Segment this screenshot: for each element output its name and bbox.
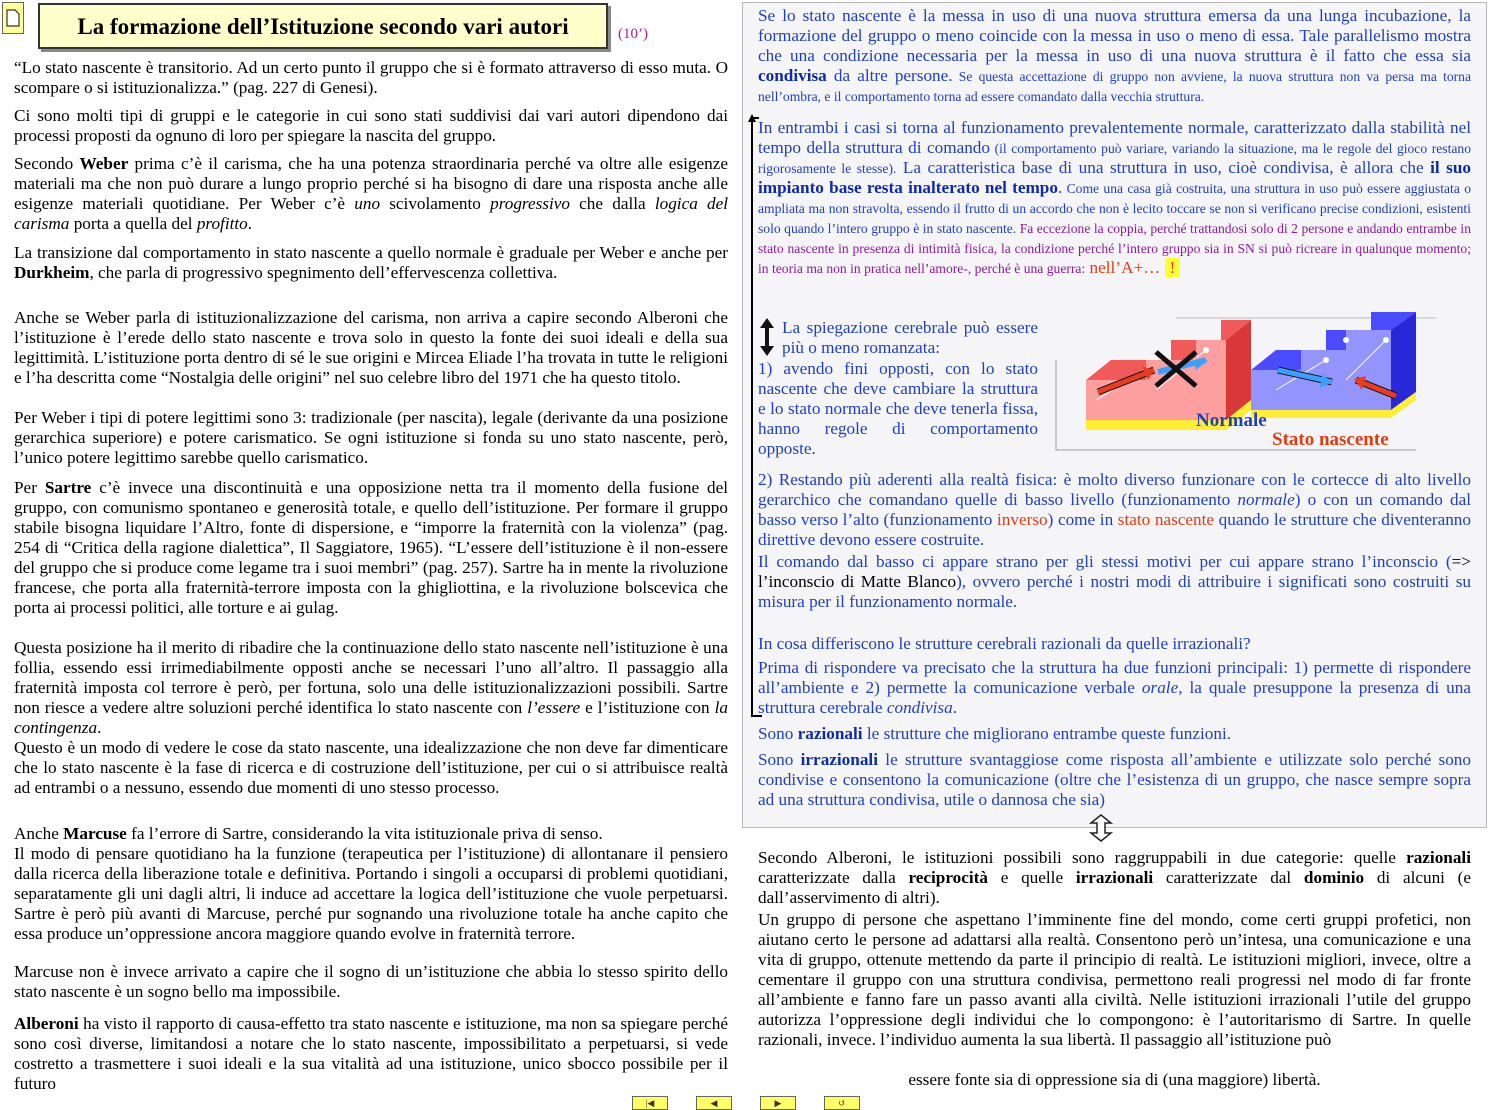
left-paragraph-5: Anche se Weber parla di istituzionalizzazione del carisma, non arriva a capire secondo Alberoni che l’istituzione è l’erede dello stato nascente e trova solo in questo la fonte dei suoi ideali e della sua legittimità. L’istituzione porta dentro di sé le sue origini e Mircea Eliade l’ha trovata in tutte le religioni e l’ha descritta come “Nostalgia delle origini” nel suo celebre libro del 1971 che ha questo titolo. [14,308,728,387]
left-paragraph-8: Questa posizione ha il merito di ribadire che la continuazione dello stato nascente nell’istituzione è una follia, essendo essi irrimediabilmente opposti anche se necessari l’uno all’altro. Il passaggio alla fraternità imposta col terrore è però, per fortuna, solo una delle istituzionalizzazioni possibili. Sartre non riesce a vedere altre soluzioni perché identifica lo stato nascente con l’essere e l’istituzione con la contingenza. [14,638,728,737]
left-paragraph-alberoni: Alberoni ha visto il rapporto di causa-effetto tra stato nascente e istituzione, ma non sa spiegare perché sono così diverse, limitandosi a notare che lo stato nascente, impossibilitato a perpetuarsi, si vede costretto a trasmettere i suoi ideali e la sua vitalità ad una istituzione, unico sbocco possibile per il futuro [14,1014,728,1093]
warning-badge: ! [1165,258,1181,277]
left-paragraph-12: Marcuse non è invece arrivato a capire che il sogno di un’istituzione che abbia lo stesso spirito dello stato nascente è un sogno bello ma impossibile. [14,962,728,1001]
nav-bar [632,1096,860,1110]
left-paragraph-weber: Secondo Weber prima c’è il carisma, che ha una potenza straordinaria perché va oltre alle esigenze materiali ma che non può durare a lungo proprio perché si ha bisogno di dare una risposta anche alle esigenze materiali quotidiane. Per Weber c’è uno scivolamento progressivo che dalla logica del carisma porta a quella del profitto. [14,154,728,233]
panel-text-3: La spiegazione cerebrale può essere più o meno romanzata: [782,318,1038,357]
left-paragraph-9: Questo è un modo di vedere le cose da stato nascente, una idealizzazione che non deve far dimenticare che lo stato nascente è la fase di ricerca e di costruzione dell’istituzione, per cui o si attribuisce realtà ad entrambi o a nessuno, essendo due momenti di uno stesso processo. [14,738,728,797]
left-paragraph-11: Il modo di pensare quotidiano ha la funzione (terapeutica per l’istituzione) di allontanare il pensiero dalla ricerca della liberazione totale e definitiva. Portando i singoli a occuparsi di problemi quotidiani, separatamente gli uni dagli altri, li induce ad accettare la logica dell’istituzione che vuole perpetuarsi. Sartre è però più avanti di Marcuse, perché pur sognando una rivoluzione totale ha anche capito che essa produce un’oppressione ancora maggiore quando evolve in fraternità terrore. [14,844,728,943]
double-arrow-icon [1087,814,1115,842]
panel-question: In cosa differiscono le strutture cerebrali razionali da quelle irrazionali? [758,634,1251,653]
left-paragraph-6: Per Weber i tipi di potere legittimi sono 3: tradizionale (per nascita), legale (derivante da una posizione gerarchica superiore) e potere carismatico. Se ogni istituzione si fonda su uno stato nascente, però, l’unico potere legittimo sarebbe quello carismatico. [14,408,728,467]
prev-icon[interactable]: ◀ [696,1096,732,1110]
next-icon[interactable]: ▶ [760,1096,796,1110]
panel-text-1: Se lo stato nascente è la messa in uso di una nuova struttura emersa da una lunga incubazione, la formazione del gruppo o meno coincide con la messa in uso o meno di essa. Tale parallelismo mostra che una condizione necessaria per la messa in uso di una nuova struttura è il fatto che essa sia condivisa da altre persone. Se questa accettazione di gruppo non avviene, la nuova struttura non va persa ma torna nell’ombra, e il comportamento torna ad essere comandato dalla vecchia struttura. [758,6,1471,104]
panel-text-5: Il comando dal basso ci appare strano per gli stessi motivi per cui appare strano l’inconscio (=> l’inconscio di Matte Blanco), ovvero perché i nostri modi di attribuire i significati sono costruiti su misura per il funzionamento normale. [758,552,1471,611]
left-paragraph-sartre: Per Sartre c’è invece una discontinuità e una opposizione netta tra il momento della fusione del gruppo, con comunismo spontaneo e generosità totale, e quello dell’istituzione. Per formare il gruppo stabile bisogna liquidare l’Altro, fonte di dispersione, e “imporre la fraternità con la violenza” (pag. 254 di “Critica della ragione dialettica”, Il Saggiatore, 1965). “L’essere dell’istituzione è il non-essere del gruppo che si produce come legame tra i suoi membri” (pag. 257). Sartre ha in mente la rivoluzione francese, che porta alla fraternità-terrore imposta con la ghigliottina, e la rivoluzione bolscevica che porta ai processi politici, alle torture e ai gulag. [14,478,728,617]
panel-text-8: Sono razionali le strutture che migliorano entrambe queste funzioni. [758,724,1232,743]
panel-text-9: Sono irrazionali le strutture svantaggiose come risposta all’ambiente e utilizzate solo perché sono condivise e consentono la comunicazione (oltre che l’esistenza di un gruppo, che nasce sempre sopra ad una struttura condivisa, utile o dannosa che sia) [758,750,1471,809]
panel-text-2: In entrambi i casi si torna al funzionamento prevalentemente normale, caratterizzato dalla stabilità nel tempo della struttura di comando (il comportamento può variare, variando la situazione, ma le regole del gioco restano rigorosamente le stesse). La caratteristica base di una struttura in uso, cioè condivisa, è allora che il suo impianto base resta inalterato nel tempo. Come una casa già costruita, una struttura in uso può essere aggiustata o ampliata ma non stravolta, essendo il frutto di un accordo che non è lecito toccare se non si verificano precise condizioni, esistenti solo quando l’intero gruppo è in stato nascente. Fa eccezione la coppia, perché trattandosi solo di 2 persone e andando entrambe in stato nascente in presenza di intimità fisica, la condizione perché l’intero gruppo sia in SN si può ricreare in qualunque momento; in teoria ma non in pratica nell’amore-, perché è una guerra: nell’A+… ! [758,118,1471,277]
left-paragraph-durkheim: La transizione dal comportamento in stato nascente a quello normale è graduale per Weber e anche per Durkheim, che parla di progressivo spegnimento dell’effervescenza collettiva. [14,243,728,282]
panel-text-3b: 1) avendo fini opposti, con lo stato nascente che deve cambiare la struttura e lo stato normale che deve tenerla fissa, hanno regole di comportamento opposte. [758,359,1038,458]
diagram-label-normale: Normale [1196,410,1267,431]
right-paragraph-2: Un gruppo di persone che aspettano l’imminente fine del mondo, come certi gruppi profetici, non aiutano certo le persone ad adattarsi alla realtà. Consentono però un’intesa, una comunicazione e una vita di gruppo, ottenute mettendo da parte il principio di realtà. Le istituzioni migliori, invece, oltre a cementare il gruppo con una struttura condivisa, permettono reali progressi nel modo di far fronte all’ambiente e fanno fare un passo avanti alla civiltà. Nelle istituzioni irrazionali l’utile del gruppo autorizza l’oppressione degli individui che lo compongono: è l’autoritarismo di Sartre. In quelle razionali, invece. l’individuo aumenta la sua libertà. Il passaggio all’istituzione può [758,910,1471,1049]
left-paragraph-marcuse: Anche Marcuse fa l’errore di Sartre, considerando la vita istituzionale priva di senso. [14,824,603,843]
structure-diagram [1046,300,1476,460]
return-icon[interactable]: ↺ [824,1096,860,1110]
duration-label: (10’) [618,26,648,42]
right-paragraph-3: essere fonte sia di oppressione sia di (una maggiore) libertà. [908,1070,1321,1089]
left-paragraph-2: Ci sono molti tipi di gruppi e le categorie in cui sono stati suddivisi dai vari autori dipendono dai processi proposti da ognuno di loro per spiegare la nascita del gruppo. [14,106,728,145]
left-paragraph-1: “Lo stato nascente è transitorio. Ad un certo punto il gruppo che si è formato attraverso di esso muta. O scompare o si istituzionalizza.” (pag. 227 di Genesi). [14,58,728,97]
diagram-label-stato-nascente: Stato nascente [1272,429,1389,450]
right-paragraph-1: Secondo Alberoni, le istituzioni possibili sono raggruppabili in due categorie: quelle razionali caratterizzate dalla reciprocità e quelle irrazionali caratterizzate dal dominio di alcuni (e dall’asservimento di altri). [758,848,1472,907]
document-icon[interactable] [2,2,24,34]
panel-text-4: 2) Restando più aderenti alla realtà fisica: è molto diverso funzionare con le cortecce di alto livello gerarchico che comandano quelle di basso livello (funzionamento normale) o con un comando dal basso verso l’alto (funzionamento inverso) come in stato nascente quando le strutture che diventeranno direttive devono essere costruite. [758,470,1471,549]
page-title: La formazione dell’Istituzione secondo vari autori [38,3,608,49]
first-icon[interactable]: |◀ [632,1096,668,1110]
updown-arrow-icon [760,318,774,356]
panel-text-7: Prima di rispondere va precisato che la struttura ha due funzioni principali: 1) permette di rispondere all’ambiente e 2) permette la comunicazione verbale orale, la quale presuppone la presenza di una struttura cerebrale condivisa. [758,658,1471,717]
